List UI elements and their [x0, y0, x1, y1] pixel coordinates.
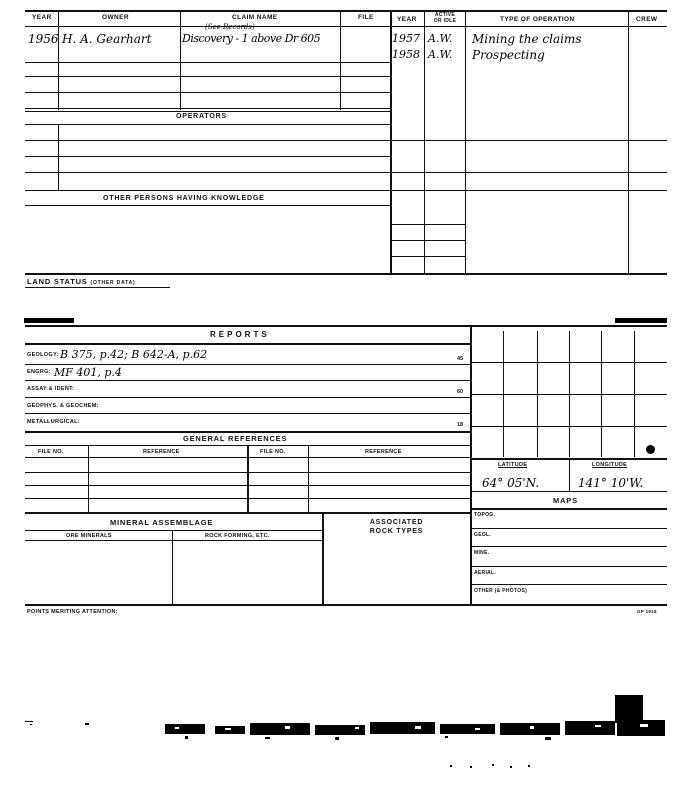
operation-year-2: 1958 [392, 48, 420, 61]
scan-noise-graphic [25, 718, 667, 748]
scan-dots-graphic [440, 760, 560, 772]
col-header-crew: CREW [636, 16, 658, 23]
mineral-assemblage-title: MINERAL ASSEMBLAGE [110, 518, 214, 527]
operation-active-2: A.W. [428, 48, 453, 61]
assay-label: ASSAY & IDENT: [27, 386, 75, 392]
ref-col-reference: REFERENCE [143, 449, 180, 455]
operation-year-1: 1957 [392, 32, 420, 45]
maps-topog-label: TOPOG. [474, 512, 496, 518]
other-persons-title: OTHER PERSONS HAVING KNOWLEDGE [103, 195, 265, 202]
claim-note: (See Records) [205, 23, 255, 31]
ref-col-reference-2: REFERENCE [365, 449, 402, 455]
geophys-label: GEOPHYS. & GEOCHEM: [27, 403, 99, 409]
points-label: POINTS MERITING ATTENTION: [27, 609, 118, 615]
claim-owner: H. A. Gearhart [62, 32, 152, 46]
maps-title: MAPS [553, 496, 578, 505]
engrg-value: MF 401, p.4 [54, 366, 122, 379]
maps-other-label: OTHER (& PHOTOS) [474, 588, 528, 594]
form-number: GP 1918 [637, 609, 657, 614]
maps-geol-label: GEOL. [474, 532, 492, 538]
claim-year: 1956 [28, 32, 59, 46]
reports-title: REPORTS [210, 330, 270, 339]
maps-mine-label: MINE. [474, 550, 490, 556]
operation-type-2: Prospecting [472, 48, 545, 62]
ore-minerals-header: ORE MINERALS [66, 533, 112, 539]
col-header-claim-name: CLAIM NAME [232, 14, 278, 21]
operators-title: OPERATORS [176, 113, 227, 120]
operation-active-1: A.W. [428, 32, 453, 45]
land-status-label: LAND STATUS (OTHER DATA) [27, 277, 136, 286]
longitude-label: LONGITUDE [592, 462, 628, 468]
col-header-type-of-operation: TYPE OF OPERATION [500, 16, 575, 23]
col-header-active-or-idle: ACTIVE OR IDLE [433, 12, 457, 24]
metallurgical-label: METALLURGICAL: [27, 419, 80, 425]
geology-label: GEOLOGY: [27, 352, 59, 358]
ref-col-file-no: FILE NO. [38, 449, 64, 455]
geology-value: B 375, p.42; B 642-A, p.62 [60, 348, 208, 361]
metallurgical-code: 18 [457, 422, 464, 428]
col-header-file: FILE [358, 14, 374, 21]
ref-col-file-no-2: FILE NO. [260, 449, 286, 455]
rock-forming-header: ROCK FORMING, ETC. [205, 533, 270, 539]
longitude-value: 141° 10'W. [578, 476, 644, 490]
col-header-year: YEAR [32, 14, 52, 21]
col-header-year-2: YEAR [397, 16, 417, 23]
geology-code: 45 [457, 356, 464, 362]
general-references-title: GENERAL REFERENCES [183, 434, 288, 443]
operation-type-1: Mining the claims [472, 32, 582, 46]
circle-marker-icon [646, 445, 655, 454]
maps-aerial-label: AERIAL. [474, 570, 497, 576]
latitude-label: LATITUDE [498, 462, 528, 468]
claim-name: Discovery - 1 above Dr 605 [182, 32, 321, 45]
latitude-value: 64° 05'N. [482, 476, 540, 490]
assay-code: 60 [457, 389, 464, 395]
engrg-label: ENGRG: [27, 369, 51, 375]
associated-rock-types: ASSOCIATED ROCK TYPES [369, 519, 424, 535]
col-header-owner: OWNER [102, 14, 129, 21]
